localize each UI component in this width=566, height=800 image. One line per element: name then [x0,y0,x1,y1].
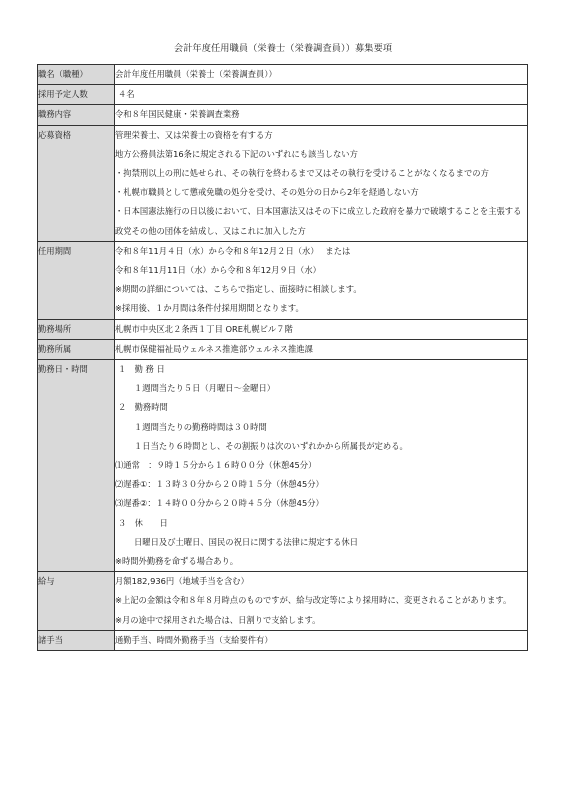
table-row [38,125,528,241]
value-line: １日当たり６時間とし、その割振りは次のいずれかから所属長が定める。 [134,440,408,451]
row-value-qualifications [115,125,528,241]
row-label-duties: 職務内容 [38,105,115,125]
value-line: 地方公務員法第16条に規定される下記のいずれにも該当しない方 [115,148,358,159]
row-value-allowances [115,630,528,650]
value-line: ※採用後、１か月間は条件付採用期間となります。 [115,303,304,314]
table-row [38,241,528,319]
recruitment-table [37,64,528,651]
value-line: 日曜日及び土曜日、国民の祝日に関する法律に規定する休日 [134,536,359,547]
row-label-salary: 給与 [38,572,115,631]
table-row [38,360,528,572]
row-label-location: 勤務場所 [38,319,115,339]
row-value-position [115,65,528,85]
value-line: 月額182,936円（地域手当を含む） [115,576,249,587]
row-label-period: 任用期間 [38,241,115,319]
row-label-allowances: 諸手当 [38,630,115,650]
row-label-position: 職名（職種） [38,65,115,85]
value-line: ⑴通常 ：９時１５分から１６時００分（休憩45分） [115,460,317,471]
row-label-department: 勤務所属 [38,339,115,359]
value-line: 札幌市保健福祉局ウェルネス推進部ウェルネス推進課 [115,343,313,354]
value-line: ※月の途中で採用された場合は、日割りで支給します。 [115,614,321,625]
value-line: １週間当たり５日（月曜日～金曜日） [134,383,276,394]
row-label-schedule: 勤務日・時間 [38,360,115,572]
value-line: ※上記の金額は令和８年８月時点のものですが、給与改定等により採用時に、変更されることがあります。 [115,595,512,606]
value-line: ※時間外勤務を命ずる場合あり。 [115,556,239,567]
value-line: 通勤手当、時間外勤務手当（支給要件有） [115,634,273,645]
value-line: 札幌市中央区北２条西１丁目 ORE札幌ビル７階 [115,323,293,334]
value-line: ・日本国憲法施行の日以後において、日本国憲法又はその下に成立した政府を暴力で破壊することを主張する政党その他の団体を結成し、又はこれに加入した方 [115,206,522,236]
value-line: １ 勤 務 日 [118,364,165,375]
value-line: ２ 勤務時間 [118,402,168,413]
value-line: ⑵遅番①：１３時３０分から２０時１５分（休憩45分） [115,479,324,490]
value-line: 管理栄養士、又は栄養士の資格を有する方 [115,129,273,140]
table-row [38,85,528,105]
value-line: 令和８年11月４日（水）から令和８年12月２日（水） または [115,245,351,256]
value-line: ・札幌市職員として懲戒免職の処分を受け、その処分の日から2年を経過しない方 [115,187,419,198]
value-line: ３ 休 日 [118,517,168,528]
row-value-headcount [115,85,528,105]
table-row [38,630,528,650]
row-value-duties [115,105,528,125]
value-line: ※期間の詳細については、こちらで指定し、面接時に相談します。 [115,284,362,295]
document-title: 会計年度任用職員（栄養士（栄養調査員））募集要項 [173,43,393,54]
value-line: ・拘禁刑以上の刑に処せられ、その執行を終わるまで又はその執行を受けることがなくなるまでの方 [115,168,489,179]
value-line: 令和８年国民健康・栄養調査業務 [115,109,240,120]
table-row [38,339,528,359]
row-value-location [115,319,528,339]
row-value-schedule [115,360,528,572]
row-value-salary [115,572,528,631]
table-row [38,572,528,631]
value-line: ⑶遅番②：１４時００分から２０時４５分（休憩45分） [115,498,324,509]
table-row [38,319,528,339]
value-line: 会計年度任用職員（栄養士（栄養調査員）） [115,69,277,79]
value-line: 令和８年11月11日（水）から令和８年12月９日（水） [115,265,321,276]
value-line: １週間当たりの勤務時間は３０時間 [134,421,267,432]
row-label-qualifications: 応募資格 [38,125,115,241]
value-line: ４名 [118,89,135,100]
row-label-headcount: 採用予定人数 [38,85,115,105]
row-value-department [115,339,528,359]
table-row [38,65,528,85]
table-row [38,105,528,125]
row-value-period [115,241,528,319]
